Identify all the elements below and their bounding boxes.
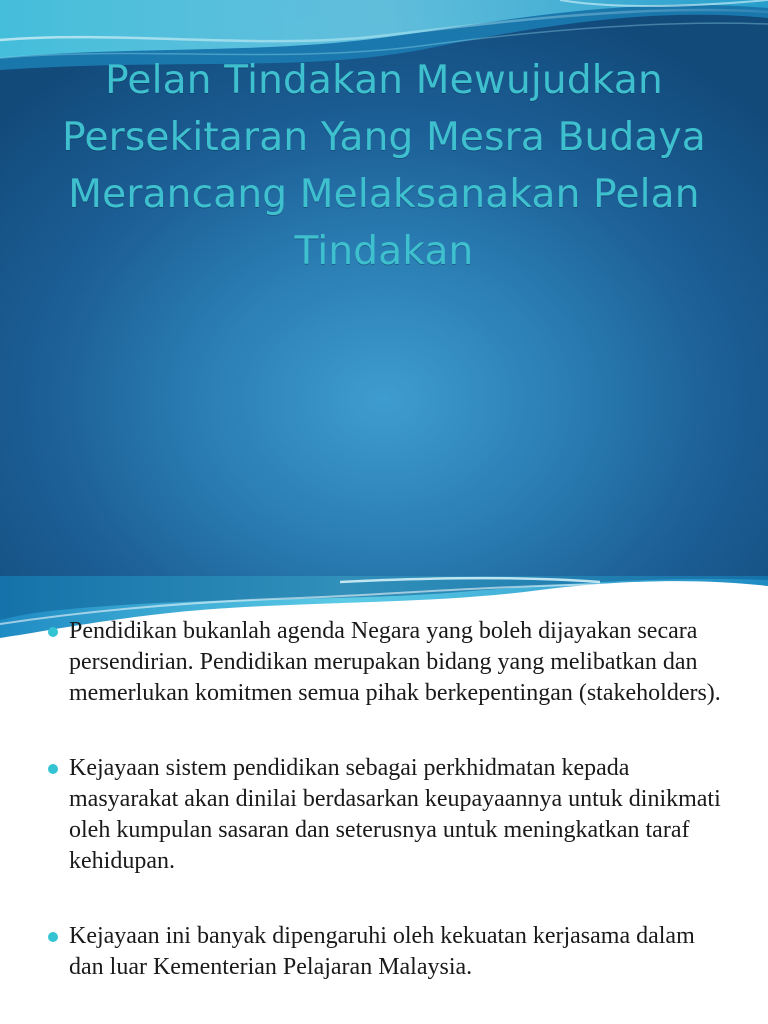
slide-title: Pelan Tindakan Mewujudkan Persekitaran Yang Mesra Budaya Merancang Melaksanakan Pelan Tindakan [62, 58, 706, 274]
bullet-text: Kejayaan ini banyak dipengaruhi oleh kekuatan kerjasama dalam dan luar Kementerian Pelajaran Malaysia. [69, 923, 695, 980]
bullet-text: Pendidikan bukanlah agenda Negara yang boleh dijayakan secara persendirian. Pendidikan merupakan bidang yang melibatkan dan memerlukan komitmen semua pihak berkepentingan (stakeholders). [69, 618, 721, 706]
bullet-text: Kejayaan sistem pendidikan sebagai perkhidmatan kepada masyarakat akan dinilai berdasarkan keupayaannya untuk dinikmati oleh kumpulan sasaran dan seterusnya untuk meningkatkan taraf kehidupan. [69, 755, 721, 874]
bullet-dot-icon [48, 932, 58, 942]
bullet-item [0, 616, 729, 709]
bullet-dot-icon [48, 764, 58, 774]
bullet-list [0, 616, 729, 1024]
content-panel [0, 576, 768, 1024]
bullet-dot-icon [48, 627, 58, 637]
bullet-item [0, 753, 729, 877]
bullet-item [0, 921, 729, 983]
